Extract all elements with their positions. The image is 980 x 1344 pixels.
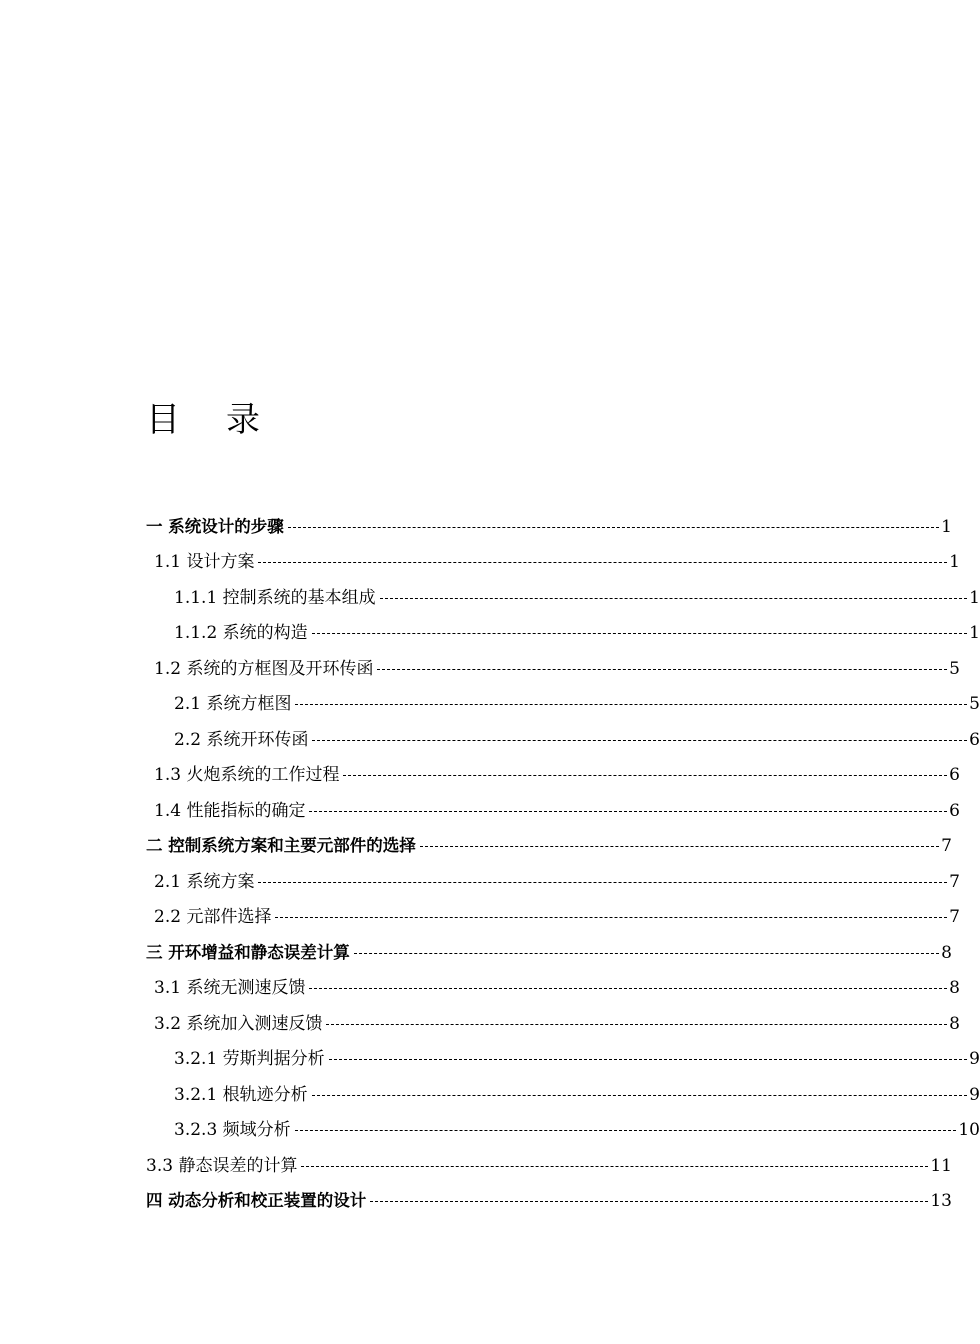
toc-entry[interactable] [0, 545, 960, 581]
toc-entry-page-number: 7 [949, 907, 960, 928]
toc-entry-page-number: 9 [969, 1084, 980, 1105]
toc-leader-line [354, 943, 939, 963]
toc-entry[interactable] [0, 1113, 980, 1149]
toc-entry-page-number: 7 [941, 836, 952, 857]
toc-leader-line [377, 659, 947, 679]
toc-entry-page-number: 8 [949, 1013, 960, 1034]
toc-leader-line [309, 801, 947, 821]
toc-entry-label: 2.2 系统开环传函 [174, 729, 309, 750]
toc-entry-page-number: 8 [949, 978, 960, 999]
toc-entry[interactable] [0, 1077, 980, 1113]
toc-entry-label: 四 动态分析和校正装置的设计 [146, 1191, 367, 1211]
toc-entry[interactable] [0, 935, 952, 971]
toc-entry-page-number: 9 [969, 1049, 980, 1070]
toc-entry[interactable] [0, 687, 980, 723]
toc-leader-line [275, 907, 947, 927]
toc-entry-label: 3.2.1 根轨迹分析 [174, 1084, 308, 1105]
toc-entry-label: 3.3 静态误差的计算 [146, 1155, 298, 1176]
toc-entry-label: 三 开环增益和静态误差计算 [146, 942, 350, 962]
toc-entry-label: 1.1.2 系统的构造 [174, 623, 308, 644]
toc-entry[interactable] [0, 722, 980, 758]
toc-entry-label: 1.2 系统的方框图及开环传函 [154, 658, 374, 679]
toc-entry-page-number: 7 [949, 871, 960, 892]
toc-entry[interactable] [0, 829, 952, 865]
toc-leader-line [258, 552, 947, 572]
toc-entry-label: 一 系统设计的步骤 [146, 516, 284, 536]
toc-entry[interactable] [0, 1042, 980, 1078]
toc-entry-page-number: 1 [969, 587, 980, 608]
toc-leader-line [312, 623, 968, 643]
toc-entry-page-number: 6 [949, 800, 960, 821]
toc-entry-label: 2.2 元部件选择 [154, 907, 272, 928]
toc-entry-page-number: 6 [969, 729, 980, 750]
toc-entry-label: 1.3 火炮系统的工作过程 [154, 765, 340, 786]
toc-leader-line [420, 836, 939, 856]
toc-entry[interactable] [0, 900, 960, 936]
toc-entry-label: 3.2.1 劳斯判据分析 [174, 1049, 325, 1070]
toc-entry-page-number: 1 [969, 623, 980, 644]
toc-leader-line [295, 694, 967, 714]
toc-entry[interactable] [0, 1148, 952, 1184]
toc-entry[interactable] [0, 971, 960, 1007]
toc-entry-page-number: 1 [949, 552, 960, 573]
toc-entry[interactable] [0, 793, 960, 829]
toc-entry[interactable] [0, 758, 960, 794]
toc-entry[interactable] [0, 509, 952, 545]
toc-leader-line [380, 588, 968, 608]
toc-entry-label: 2.1 系统方框图 [174, 694, 292, 715]
toc-entry[interactable] [0, 580, 980, 616]
toc-entry-page-number: 11 [930, 1155, 952, 1176]
toc-entry-page-number: 13 [930, 1191, 952, 1212]
toc-leader-line [301, 1156, 928, 1176]
toc-leader-line [258, 872, 947, 892]
toc-entry-page-number: 5 [969, 694, 980, 715]
toc-entry-page-number: 10 [958, 1120, 980, 1141]
toc-entry-label: 2.1 系统方案 [154, 871, 255, 892]
toc-entry-page-number: 1 [941, 516, 952, 537]
toc-entry-label: 1.1 设计方案 [154, 552, 255, 573]
toc-entry[interactable] [0, 1184, 952, 1220]
toc-entry[interactable] [0, 651, 960, 687]
toc-entry-label: 二 控制系统方案和主要元部件的选择 [146, 836, 416, 856]
toc-leader-line [288, 517, 939, 537]
toc-entry[interactable] [0, 616, 980, 652]
toc-leader-line [312, 730, 967, 750]
toc-entry-label: 1.4 性能指标的确定 [154, 800, 306, 821]
toc-leader-line [343, 765, 947, 785]
toc-entry-label: 3.1 系统无测速反馈 [154, 978, 306, 999]
toc-entry-page-number: 5 [949, 658, 960, 679]
toc-leader-line [295, 1120, 957, 1140]
toc-entry-label: 3.2.3 频域分析 [174, 1120, 291, 1141]
toc-leader-line [329, 1049, 968, 1069]
toc-entry-label: 3.2 系统加入测速反馈 [154, 1013, 323, 1034]
table-of-contents [0, 509, 980, 1219]
page-title: 目录 [146, 400, 306, 440]
toc-leader-line [312, 1085, 968, 1105]
toc-entry-page-number: 8 [941, 942, 952, 963]
toc-entry[interactable] [0, 1006, 960, 1042]
toc-leader-line [326, 1014, 947, 1034]
toc-leader-line [309, 978, 947, 998]
toc-entry-page-number: 6 [949, 765, 960, 786]
toc-leader-line [370, 1191, 928, 1211]
toc-entry-label: 1.1.1 控制系统的基本组成 [174, 587, 376, 608]
toc-entry[interactable] [0, 864, 960, 900]
